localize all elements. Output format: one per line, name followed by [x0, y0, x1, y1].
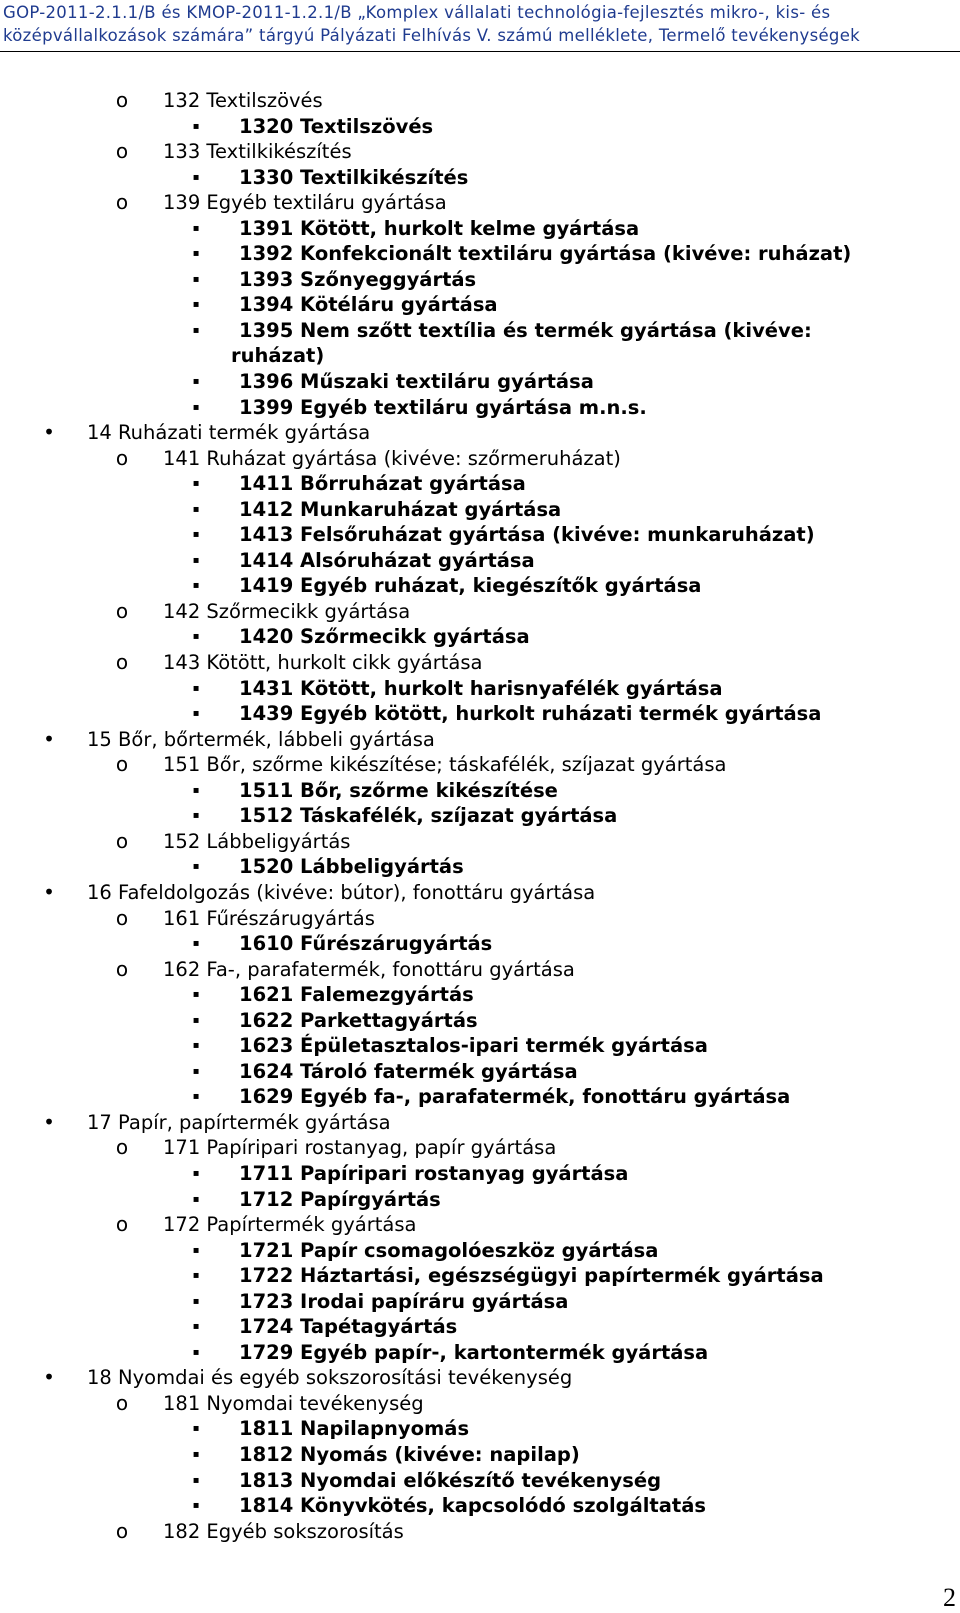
list-item-label: 1412 Munkaruházat gyártása — [239, 497, 562, 521]
list-item-text — [239, 1238, 658, 1264]
list-item-label: 1621 Falemezgyártás — [239, 983, 474, 1007]
bullet-marker: ▪ — [192, 708, 200, 720]
list-item-text — [239, 1314, 457, 1340]
list-item-text — [87, 727, 435, 753]
list-item-level-3 — [0, 369, 960, 395]
bullet-marker: ▪ — [192, 1295, 200, 1307]
list-item-label: 142 Szőrmecikk gyártása — [163, 599, 411, 623]
list-item-label: 172 Papírtermék gyártása — [163, 1213, 417, 1237]
list-item-label: 1623 Épületasztalos-ipari termék gyártása — [239, 1034, 708, 1058]
list-item-level-3 — [0, 114, 960, 140]
list-item-level-3 — [0, 216, 960, 242]
bullet-marker: o — [115, 190, 129, 215]
list-item-label: 151 Bőr, szőrme kikészítése; táskafélék, szíjazat gyártása — [163, 753, 727, 777]
bullet-marker: o — [115, 956, 129, 981]
bullet-marker: ▪ — [192, 1040, 200, 1052]
list-item-text — [87, 420, 370, 446]
list-item-label: 14 Ruházati termék gyártása — [87, 421, 371, 445]
list-item-text — [239, 369, 594, 395]
list-item-label: 181 Nyomdai tevékenység — [163, 1391, 424, 1415]
list-item-label: 182 Egyéb sokszorosítás — [163, 1519, 404, 1543]
bullet-marker: o — [115, 88, 129, 112]
list-item-level-3 — [0, 1416, 960, 1442]
bullet-marker: o — [115, 650, 129, 675]
list-item-label: 1414 Alsóruházat gyártása — [239, 548, 535, 572]
bullet-marker: ▪ — [192, 1500, 200, 1512]
list-item-level-2 — [0, 446, 960, 472]
bullet-marker: ▪ — [192, 376, 200, 388]
list-item-text — [239, 1161, 628, 1187]
list-item-level-2 — [0, 1519, 960, 1545]
list-item-text — [239, 1416, 469, 1442]
list-item-level-3 — [0, 1289, 960, 1315]
list-item-label: 1431 Kötött, hurkolt harisnyafélék gyártása — [239, 676, 723, 700]
bullet-marker: ▪ — [192, 1244, 200, 1256]
list-item-level-1 — [0, 727, 960, 753]
list-item-text — [239, 395, 647, 421]
bullet-marker: o — [115, 139, 129, 164]
list-item-level-3 — [0, 522, 960, 548]
list-item-text — [239, 1493, 706, 1519]
bullet-marker: o — [115, 1518, 129, 1543]
bullet-marker: • — [43, 879, 55, 904]
bullet-marker: • — [43, 420, 55, 445]
list-item-level-3 — [0, 1033, 960, 1059]
list-item-text — [231, 318, 879, 369]
list-item-level-3 — [0, 1059, 960, 1085]
list-item-label: 1439 Egyéb kötött, hurkolt ruházati termék gyártása — [239, 702, 822, 726]
list-item-label: 1396 Műszaki textiláru gyártása — [239, 370, 594, 394]
list-item-level-3 — [0, 1340, 960, 1366]
list-item-text — [163, 1212, 416, 1238]
bullet-marker: o — [115, 598, 129, 623]
list-item-text — [163, 650, 482, 676]
list-item-level-3 — [0, 548, 960, 574]
bullet-marker: o — [115, 1390, 129, 1415]
list-item-label: 152 Lábbeligyártás — [163, 829, 351, 853]
bullet-marker: ▪ — [192, 1014, 200, 1026]
list-item-text — [239, 982, 474, 1008]
list-item-text — [239, 522, 815, 548]
page-header — [0, 0, 960, 52]
list-item-label: 1420 Szőrmecikk gyártása — [239, 625, 530, 649]
bullet-marker: ▪ — [192, 248, 200, 260]
list-item-level-2 — [0, 1212, 960, 1238]
list-item-label: 1629 Egyéb fa-, parafatermék, fonottáru gyártása — [239, 1085, 791, 1109]
list-item-label: 1723 Irodai papíráru gyártása — [239, 1289, 569, 1313]
header-line-2: középvállalkozások számára” tárgyú Pályázati Felhívás V. számú melléklete, Termelő tevékenységek — [3, 26, 861, 45]
list-item-text — [163, 446, 621, 472]
list-item-label: 132 Textilszövés — [163, 89, 323, 112]
list-item-text — [163, 829, 350, 855]
list-item-label: 1622 Parkettagyártás — [239, 1008, 478, 1032]
list-item-label: 15 Bőr, bőrtermék, lábbeli gyártása — [87, 727, 435, 751]
list-item-level-2 — [0, 752, 960, 778]
bullet-marker: ▪ — [192, 1423, 200, 1435]
bullet-marker: ▪ — [192, 529, 200, 541]
list-item-label: 17 Papír, papírtermék gyártása — [87, 1110, 391, 1134]
list-item-level-2 — [0, 1391, 960, 1417]
list-item-text — [239, 573, 701, 599]
list-item-label: 1812 Nyomás (kivéve: napilap) — [239, 1442, 580, 1466]
list-item-text — [239, 114, 433, 140]
list-item-level-3 — [0, 1493, 960, 1519]
list-item-level-1 — [0, 880, 960, 906]
list-item-text — [239, 548, 535, 574]
list-item-label: 1729 Egyéb papír-, kartontermék gyártása — [239, 1340, 709, 1364]
list-item-level-3 — [0, 701, 960, 727]
list-item-text — [239, 165, 468, 191]
bullet-marker: • — [43, 1365, 55, 1390]
list-item-label: 1392 Konfekcionált textiláru gyártása (kivéve: ruházat) — [239, 242, 852, 266]
bullet-marker: ▪ — [192, 1167, 200, 1179]
list-item-level-2 — [0, 906, 960, 932]
list-item-text — [163, 190, 447, 216]
list-item-label: 1419 Egyéb ruházat, kiegészítők gyártása — [239, 574, 702, 598]
list-item-text — [239, 1340, 708, 1366]
bullet-marker: ▪ — [192, 299, 200, 311]
list-item-label: 133 Textilkikészítés — [163, 140, 352, 164]
list-item-label: 1721 Papír csomagolóeszköz gyártása — [239, 1238, 659, 1262]
bullet-marker: ▪ — [192, 120, 200, 132]
list-item-label: 1712 Papírgyártás — [239, 1187, 441, 1211]
activity-list — [0, 88, 960, 1544]
list-item-level-2 — [0, 957, 960, 983]
list-item-label: 1320 Textilszövés — [239, 114, 434, 138]
list-item-level-3 — [0, 1468, 960, 1494]
list-item-label: 1624 Tároló fatermék gyártása — [239, 1059, 578, 1083]
list-item-level-3 — [0, 1008, 960, 1034]
bullet-marker: ▪ — [192, 1270, 200, 1282]
list-item-level-3 — [0, 982, 960, 1008]
list-item-level-2 — [0, 190, 960, 216]
list-item-label: 141 Ruházat gyártása (kivéve: szőrmeruházat) — [163, 446, 621, 470]
list-item-text — [239, 1187, 441, 1213]
list-item-text — [239, 241, 851, 267]
list-item-label: 1411 Bőrruházat gyártása — [239, 472, 526, 496]
list-item-level-3 — [0, 778, 960, 804]
list-item-label: 1512 Táskafélék, szíjazat gyártása — [239, 804, 618, 828]
bullet-marker: o — [115, 828, 129, 853]
list-item-text — [87, 1365, 572, 1391]
list-item-level-3 — [0, 1084, 960, 1110]
list-item-text — [163, 139, 352, 165]
bullet-marker: ▪ — [192, 1321, 200, 1333]
bullet-marker: ▪ — [192, 503, 200, 515]
list-item-text — [163, 1135, 556, 1161]
list-item-text — [239, 471, 526, 497]
bullet-marker: ▪ — [192, 861, 200, 873]
list-item-label-continuation: ruházat) — [231, 344, 325, 368]
bullet-marker: ▪ — [192, 222, 200, 234]
list-item-level-2 — [0, 139, 960, 165]
bullet-marker: • — [43, 1109, 55, 1134]
list-item-level-3 — [0, 1263, 960, 1289]
list-item-label: 1520 Lábbeligyártás — [239, 855, 464, 879]
bullet-marker: o — [115, 752, 129, 777]
list-item-text — [239, 292, 498, 318]
list-item-label: 1724 Tapétagyártás — [239, 1315, 458, 1339]
bullet-marker: ▪ — [192, 324, 200, 336]
list-item-level-3 — [0, 624, 960, 650]
bullet-marker: ▪ — [192, 631, 200, 643]
list-item-label: 1399 Egyéb textiláru gyártása m.n.s. — [239, 395, 647, 419]
bullet-marker: ▪ — [192, 1065, 200, 1077]
bullet-marker: ▪ — [192, 784, 200, 796]
list-item-level-1 — [0, 420, 960, 446]
list-item-level-3 — [0, 1187, 960, 1213]
bullet-marker: ▪ — [192, 1448, 200, 1460]
list-item-text — [239, 1008, 478, 1034]
bullet-marker: ▪ — [192, 554, 200, 566]
list-item-text — [239, 216, 639, 242]
bullet-marker: ▪ — [192, 989, 200, 1001]
bullet-marker: • — [43, 726, 55, 751]
list-item-level-3 — [0, 471, 960, 497]
list-item-label: 162 Fa-, parafatermék, fonottáru gyártása — [163, 957, 575, 981]
list-item-text — [163, 599, 410, 625]
bullet-marker: ▪ — [192, 1091, 200, 1103]
list-item-level-2 — [0, 1135, 960, 1161]
list-item-text — [239, 803, 617, 829]
list-item-text — [163, 88, 323, 114]
list-item-label: 1610 Fűrészárugyártás — [239, 932, 493, 956]
list-item-level-3 — [0, 854, 960, 880]
list-item-text — [239, 267, 476, 293]
bullet-marker: ▪ — [192, 273, 200, 285]
list-item-label: 1511 Bőr, szőrme kikészítése — [239, 778, 558, 802]
list-item-label: 1711 Papíripari rostanyag gyártása — [239, 1161, 629, 1185]
list-item-text — [239, 624, 530, 650]
list-item-text — [163, 1391, 424, 1417]
list-item-label: 143 Kötött, hurkolt cikk gyártása — [163, 651, 483, 675]
list-item-level-3 — [0, 165, 960, 191]
bullet-marker: o — [115, 905, 129, 930]
list-item-label: 1330 Textilkikészítés — [239, 165, 469, 189]
list-item-level-3 — [0, 395, 960, 421]
list-item-level-2 — [0, 88, 960, 114]
list-item-label: 1393 Szőnyeggyártás — [239, 267, 477, 291]
bullet-marker: ▪ — [192, 401, 200, 413]
bullet-marker: ▪ — [192, 1346, 200, 1358]
list-item-text — [163, 906, 375, 932]
list-item-text — [87, 1110, 391, 1136]
list-item-text — [239, 701, 821, 727]
list-item-label: 1722 Háztartási, egészségügyi papírtermék gyártása — [239, 1264, 824, 1288]
list-item-level-3 — [0, 241, 960, 267]
list-item-label: 1413 Felsőruházat gyártása (kivéve: munkaruházat) — [239, 523, 815, 547]
list-item-level-3 — [0, 1314, 960, 1340]
list-item-text — [163, 1519, 404, 1545]
list-item-label: 139 Egyéb textiláru gyártása — [163, 191, 447, 215]
bullet-marker: ▪ — [192, 171, 200, 183]
bullet-marker: ▪ — [192, 1193, 200, 1205]
list-item-label: 18 Nyomdai és egyéb sokszorosítási tevékenység — [87, 1366, 573, 1390]
list-item-text — [239, 497, 561, 523]
list-item-level-2 — [0, 650, 960, 676]
list-item-text — [239, 1468, 661, 1494]
list-item-text — [239, 1084, 790, 1110]
bullet-marker: o — [115, 1212, 129, 1237]
list-item-text — [239, 931, 492, 957]
list-item-level-3 — [0, 1442, 960, 1468]
list-item-level-3 — [0, 676, 960, 702]
bullet-marker: ▪ — [192, 580, 200, 592]
list-item-text — [163, 752, 726, 778]
list-item-level-2 — [0, 829, 960, 855]
list-item-label: 1395 Nem szőtt textília és termék gyártása (kivéve: — [239, 318, 812, 342]
list-item-text — [239, 1033, 708, 1059]
bullet-marker: ▪ — [192, 478, 200, 490]
list-item-label: 1814 Könyvkötés, kapcsolódó szolgáltatás — [239, 1494, 707, 1518]
bullet-marker: o — [115, 445, 129, 470]
list-item-label: 161 Fűrészárugyártás — [163, 906, 375, 930]
list-item-label: 1394 Kötéláru gyártása — [239, 293, 498, 317]
list-item-level-3 — [0, 267, 960, 293]
list-item-text — [239, 778, 558, 804]
page-number: 2 — [943, 1583, 956, 1612]
list-item-text — [239, 1059, 578, 1085]
list-item-level-3 — [0, 497, 960, 523]
bullet-marker: ▪ — [192, 938, 200, 950]
bullet-marker: o — [115, 1135, 129, 1160]
list-item-label: 16 Fafeldolgozás (kivéve: bútor), fonottáru gyártása — [87, 880, 596, 904]
list-item-level-3 — [0, 318, 960, 369]
list-item-text — [239, 1263, 824, 1289]
list-item-label: 1813 Nyomdai előkészítő tevékenység — [239, 1468, 662, 1492]
bullet-marker: ▪ — [192, 1474, 200, 1486]
list-item-text — [239, 676, 723, 702]
bullet-marker: ▪ — [192, 810, 200, 822]
list-item-level-3 — [0, 573, 960, 599]
list-item-level-3 — [0, 803, 960, 829]
list-item-text — [239, 854, 464, 880]
list-item-level-3 — [0, 292, 960, 318]
list-item-text — [163, 957, 575, 983]
list-item-text — [239, 1442, 580, 1468]
list-item-label: 1811 Napilapnyomás — [239, 1417, 470, 1441]
bullet-marker: ▪ — [192, 682, 200, 694]
list-item-label: 171 Papíripari rostanyag, papír gyártása — [163, 1136, 557, 1160]
list-item-text — [239, 1289, 568, 1315]
list-item-level-3 — [0, 1238, 960, 1264]
list-item-level-2 — [0, 599, 960, 625]
list-item-level-3 — [0, 931, 960, 957]
list-item-level-1 — [0, 1110, 960, 1136]
list-item-text — [87, 880, 595, 906]
list-item-level-3 — [0, 1161, 960, 1187]
header-line-1: GOP-2011-2.1.1/B és KMOP-2011-1.2.1/B „Komplex vállalati technológia-fejlesztés mikro-, kis- és — [3, 3, 831, 22]
list-item-label: 1391 Kötött, hurkolt kelme gyártása — [239, 216, 640, 240]
list-item-level-1 — [0, 1365, 960, 1391]
